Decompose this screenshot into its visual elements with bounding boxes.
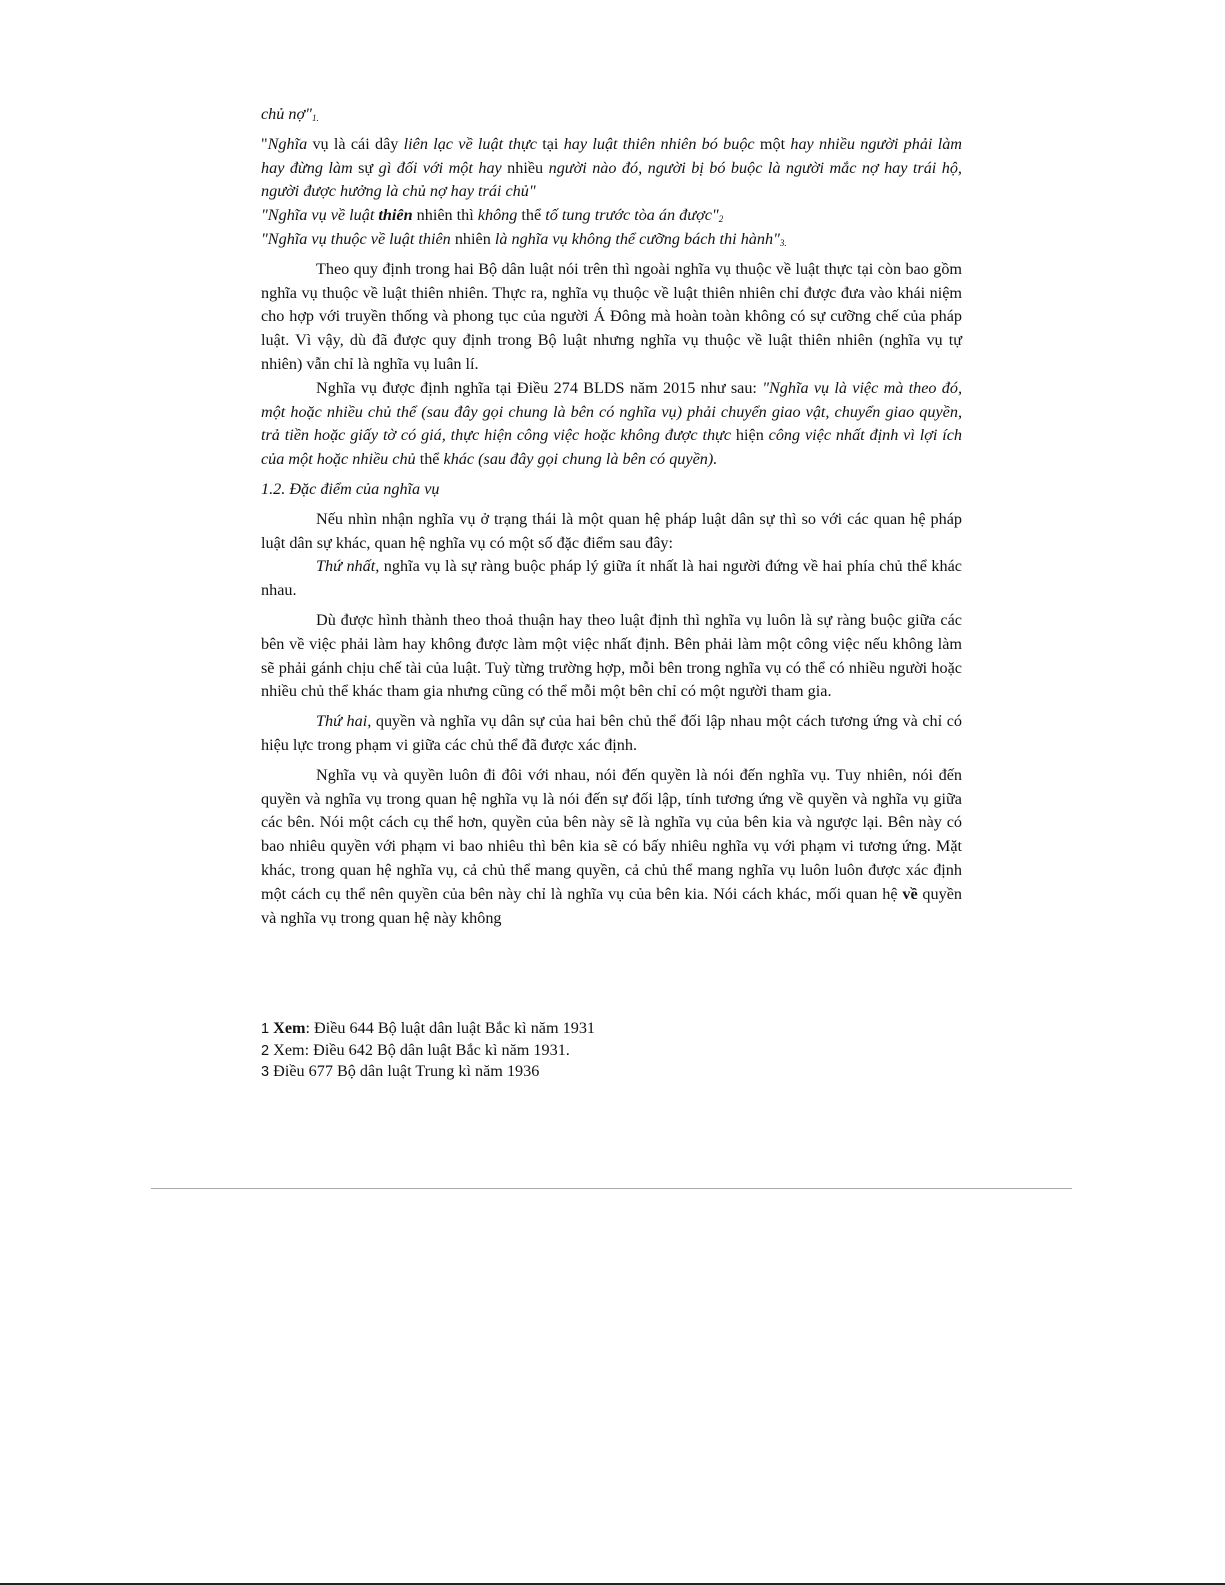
text-run: quyền và nghĩa vụ trong quan hệ này không bbox=[261, 884, 962, 927]
text-run: gì đối với một hay bbox=[378, 158, 502, 177]
paragraph-body bbox=[261, 764, 962, 931]
text-run: Nghĩa bbox=[267, 134, 308, 153]
text-run: vụ là cái dây bbox=[307, 134, 404, 153]
paragraph-body: Theo quy định trong hai Bộ dân luật nói trên thì ngoài nghĩa vụ thuộc về luật thực tại còn bao gồm nghĩa vụ thuộc về luật thiên nhiên. Thực ra, nghĩa vụ thuộc về luật thiên nhiên chỉ được đưa vào khái niệm cho hợp với truyền thống và phong tục của người Á Đông mà hoàn toàn không có sự cưỡng chế của pháp luật. Vì vậy, dù đã được quy định trong Bộ luật nhưng nghĩa vụ thuộc về luật thiên nhiên (nghĩa vụ tự nhiên) vẫn chỉ là nghĩa vụ luân lí. bbox=[261, 259, 962, 373]
footnote-number: 3 bbox=[261, 1064, 270, 1080]
footnote-number: 2 bbox=[261, 1042, 270, 1059]
footnote-ref: 3. bbox=[779, 237, 787, 248]
footnote-text: : Điều 644 Bộ luật dân luật Bắc kì năm 1931 bbox=[305, 1019, 596, 1037]
text-run: hay luật thiên nhiên bó buộc bbox=[563, 134, 755, 153]
text-run: tố tung trước tòa án được" bbox=[545, 206, 719, 225]
paragraph-enforcement-quote bbox=[261, 228, 962, 252]
text-run: nhiều bbox=[501, 158, 549, 177]
text-run: thể bbox=[517, 206, 546, 225]
text-run: nghĩa vụ là sự ràng buộc pháp lý giữa ít nhất là hai người đứng về hai phía chủ thể khác nhau. bbox=[261, 557, 962, 600]
text-run: không bbox=[477, 206, 518, 225]
paragraph-definition-quote bbox=[261, 133, 962, 204]
paragraph-first-feature bbox=[261, 555, 962, 603]
document-body bbox=[261, 103, 962, 930]
text-run: Xem bbox=[273, 1019, 306, 1037]
text-run: liên lạc về luật thực bbox=[403, 134, 537, 153]
text-run: là nghĩa vụ không thể cưỡng bách thi hành" bbox=[494, 229, 780, 248]
paragraph-second-feature bbox=[261, 710, 962, 758]
text-run: "Nghĩa vụ về luật bbox=[261, 206, 379, 225]
footnote bbox=[261, 1040, 962, 1062]
text-run: công việc nhất định vì lợi ích của một hoặc nhiều chủ bbox=[261, 426, 962, 469]
text-run: tại bbox=[536, 134, 564, 153]
text-run: quyền và nghĩa vụ dân sự của hai bên chủ thể đối lập nhau một cách tương ứng và chỉ có hiệu lực trong phạm vi giữa các chủ thể đã được xác định. bbox=[261, 712, 962, 754]
footnote-ref: 2 bbox=[718, 214, 724, 225]
paragraph-body: Dù được hình thành theo thoả thuận hay theo luật định thì nghĩa vụ luôn là sự ràng buộc giữa các bên về việc phải làm hay không được làm một việc nhất định. Bên phải làm một công việc nếu không làm sẽ phải gánh chịu chế tài của luật. Tuỳ từng trường hợp, mỗi bên trong nghĩa vụ có thể có nhiều người hoặc nhiều chủ thể khác tham gia nhưng cũng có thể mỗi một bên chỉ có một người tham gia. bbox=[261, 610, 962, 701]
text-run: hay nhiều người phải làm hay đừng làm bbox=[261, 134, 962, 177]
footnote bbox=[261, 1018, 962, 1040]
section-heading: 1.2. Đặc điểm của nghĩa vụ bbox=[261, 479, 440, 498]
footnotes bbox=[261, 1018, 962, 1083]
paragraph-quote-end bbox=[261, 103, 962, 127]
footnote-ref: 1. bbox=[311, 113, 319, 123]
text-run: khác (sau đây gọi chung là bên có quyền). bbox=[443, 450, 718, 469]
text-run: sự bbox=[352, 158, 379, 177]
paragraph-natural-law-quote bbox=[261, 204, 962, 228]
footnote bbox=[261, 1061, 962, 1083]
footnote-text: Xem: Điều 642 Bộ dân luật Bắc kì năm 1931. bbox=[269, 1040, 570, 1059]
text-run: Nghĩa vụ và quyền luôn đi đôi với nhau, nói đến quyền là nói đến nghĩa vụ. Tuy nhiên, nói đến quyền và nghĩa vụ trong quan hệ nghĩa vụ là nói đến sự đối lập, tính tương ứng về quyền và nghĩa vụ giữa các bên. Nói một cách cụ thể hơn, quyền của bên này sẽ là nghĩa vụ của bên kia và ngược lại. Bên này có bao nhiêu quyền với phạm vi bao nhiêu thì bên kia sẽ có bấy nhiêu nghĩa vụ với phạm vi tương ứng. Mặt khác, trong quan hệ nghĩa vụ, cả chủ thể mang quyền, cả chủ thể mang nghĩa vụ luôn luôn được xác định một cách cụ thể nên quyền của bên này chỉ là nghĩa vụ của bên kia. Nói cách khác, mối quan hệ bbox=[261, 765, 962, 903]
text-run: thể bbox=[415, 450, 444, 469]
text-run: Nghĩa vụ được định nghĩa tại Điều 274 BLDS năm 2015 như sau: bbox=[316, 378, 763, 397]
text-run: Thứ nhất, bbox=[316, 557, 380, 576]
text-run: Thứ hai, bbox=[316, 712, 372, 731]
footnote-number: 1 bbox=[261, 1021, 270, 1037]
text-run: "Nghĩa vụ thuộc về luật thiên bbox=[261, 229, 451, 248]
text-run: "Nghĩa vụ là việc mà theo đó, một hoặc nhiều chủ thể (sau đây gọi chung là bên có nghĩa vụ) phải chuyển giao vật, chuyển giao quyền, trả tiền hoặc giấy tờ có giá, thực hiện công việc hoặc không được thực bbox=[261, 378, 963, 445]
footnote-text: Điều 677 Bộ dân luật Trung kì năm 1936 bbox=[269, 1062, 540, 1080]
page-divider bbox=[151, 1188, 1072, 1189]
text-run: hiện bbox=[731, 426, 769, 445]
text-run: " bbox=[261, 134, 268, 153]
text-run: nhiên thì bbox=[412, 206, 478, 225]
text-run: người nào đó, người bị bó buộc là người mắc nợ hay trái hộ, người được hưởng là chủ nợ hay trái chủ" bbox=[261, 158, 962, 201]
text-run: chủ nợ" bbox=[261, 105, 312, 123]
text-run: về bbox=[902, 884, 918, 903]
text-run: một bbox=[754, 134, 791, 153]
paragraph-body: Nếu nhìn nhận nghĩa vụ ở trạng thái là một quan hệ pháp luật dân sự thì so với các quan hệ pháp luật dân sự khác, quan hệ nghĩa vụ có một số đặc điểm sau đây: bbox=[261, 509, 962, 552]
paragraph-definition-2015 bbox=[261, 377, 962, 472]
text-run: nhiên bbox=[450, 229, 495, 248]
text-run: thiên bbox=[378, 206, 413, 225]
